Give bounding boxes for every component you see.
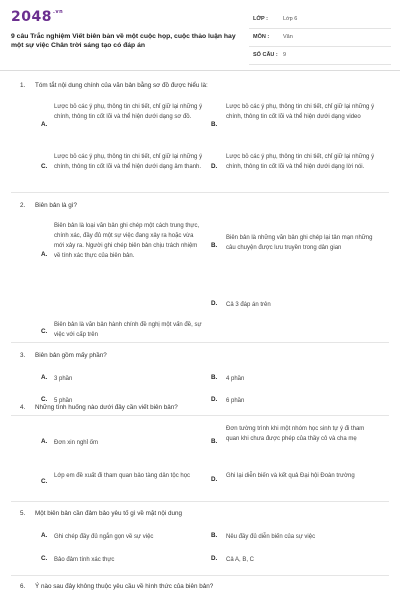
option-text[interactable]: Nêu đầy đủ diễn biến của sự việc bbox=[226, 534, 316, 540]
meta-label: LỚP : bbox=[253, 16, 268, 22]
question-text: 3. Biên bản gồm mấy phần? bbox=[20, 352, 107, 359]
question-divider bbox=[11, 415, 389, 416]
meta-row-subject bbox=[249, 29, 391, 47]
option-letter[interactable]: B. bbox=[211, 121, 218, 128]
meta-label: MÔN : bbox=[253, 34, 270, 40]
option-letter[interactable]: D. bbox=[211, 476, 218, 483]
option-letter[interactable]: C. bbox=[41, 328, 48, 335]
option-letter[interactable]: C. bbox=[41, 555, 48, 562]
option-text[interactable]: Biên bản là những văn bản ghi chép lại tản mạn những câu chuyện được lưu truyền trong dân gian bbox=[226, 235, 373, 251]
page-header bbox=[0, 0, 400, 63]
option-letter[interactable]: B. bbox=[211, 242, 218, 249]
option-text[interactable]: 6 phần bbox=[226, 398, 245, 404]
meta-row-count bbox=[249, 47, 391, 65]
question-text: 5. Một biên bản cần đảm bảo yêu tố gì về mặt nội dung bbox=[20, 510, 183, 517]
option-text[interactable]: Lược bỏ các ý phụ, thông tin chi tiết, chỉ giữ lại những ý chính, thông tin cốt lõi và thể hiện dưới dạng âm thanh. bbox=[54, 154, 203, 170]
option-text[interactable]: 5 phần bbox=[54, 398, 73, 404]
question-divider bbox=[11, 501, 389, 502]
option-text[interactable]: Đơn tường trình khi một nhóm học sinh tự ý đi tham quan khi chưa được phép của thầy cô và cha mẹ bbox=[226, 426, 365, 442]
option-text[interactable]: Cả A, B, C bbox=[226, 557, 255, 563]
page-title: 9 câu Trắc nghiệm Viết biên bản về một cuộc họp, cuộc thảo luận hay một sự việc Chân trời sáng tạo có đáp án bbox=[11, 33, 236, 49]
option-text[interactable]: Lược bỏ các ý phụ, thông tin chi tiết, chỉ giữ lại những ý chính, thông tin cốt lõi và thể hiện dưới dạng sơ đồ. bbox=[54, 104, 203, 120]
meta-row-class bbox=[249, 11, 391, 29]
option-text[interactable]: Ghi chép đầy đủ ngắn gọn về sự việc bbox=[54, 534, 154, 540]
question-divider bbox=[11, 575, 389, 576]
option-letter[interactable]: A. bbox=[41, 121, 48, 128]
option-letter[interactable]: A. bbox=[41, 532, 48, 539]
option-letter[interactable]: D. bbox=[211, 163, 218, 170]
option-text[interactable]: Đơn xin nghỉ ốm bbox=[54, 440, 98, 446]
site-logo[interactable]: $2048^{.vn}$ bbox=[11, 9, 64, 25]
question-text: 1. Tóm tắt nội dung chính của văn bản bằng sơ đồ được hiểu là: bbox=[20, 82, 208, 89]
option-letter[interactable]: A. bbox=[41, 251, 48, 258]
meta-value: 9 bbox=[283, 52, 287, 58]
option-text[interactable]: Lược bỏ các ý phụ, thông tin chi tiết, chỉ giữ lại những ý chính, thông tin cốt lõi và thể hiện dưới dạng video bbox=[226, 104, 375, 120]
option-letter[interactable]: D. bbox=[211, 396, 218, 403]
question-divider bbox=[11, 342, 389, 343]
option-letter[interactable]: B. bbox=[211, 374, 218, 381]
option-letter[interactable]: A. bbox=[41, 438, 48, 445]
option-letter[interactable]: C. bbox=[41, 396, 48, 403]
option-letter[interactable]: B. bbox=[211, 438, 218, 445]
option-letter[interactable]: B. bbox=[211, 532, 218, 539]
meta-value: Văn bbox=[283, 34, 293, 40]
question-divider bbox=[11, 192, 389, 193]
option-text[interactable]: 4 phần bbox=[226, 376, 245, 382]
option-letter[interactable]: A. bbox=[41, 374, 48, 381]
question-text: 4. Những tình huống nào dưới đây cần viết biên bản? bbox=[20, 404, 178, 411]
option-letter[interactable]: D. bbox=[211, 555, 218, 562]
option-text[interactable]: Ghi lại diễn biến và kết quả Đại hội Đoàn trường bbox=[226, 473, 355, 479]
meta-value: Lớp 6 bbox=[283, 16, 298, 22]
option-text[interactable]: Biên bản là loại văn bản ghi chép một cách trung thực, chính xác, đầy đủ một sự việc đang xảy ra hoặc vừa mới xảy ra. Người ghi chép biên bản chịu trách nhiệm về tính xác thực của biên bản. bbox=[54, 223, 200, 259]
meta-info-table bbox=[249, 11, 391, 65]
option-letter[interactable]: C. bbox=[41, 163, 48, 170]
question-text: 6. Ý nào sau đây không thuộc yêu cầu về hình thức của biên bản? bbox=[20, 583, 214, 590]
meta-label: SỐ CÂU : bbox=[253, 52, 278, 58]
option-text[interactable]: Biên bản là văn bản hành chính đề nghị một vấn đề, sự việc với cấp trên bbox=[54, 322, 202, 338]
option-text[interactable]: Cả 3 đáp án trên bbox=[226, 302, 271, 308]
option-text[interactable]: Lược bỏ các ý phụ, thông tin chi tiết, chỉ giữ lại những ý chính, thông tin cốt lõi và thể hiện dưới dạng lời nói. bbox=[226, 154, 375, 170]
option-text[interactable]: 3 phần bbox=[54, 376, 73, 382]
option-text[interactable]: Bảo đảm tính xác thực bbox=[54, 557, 115, 563]
option-text[interactable]: Lớp em đề xuất đi tham quan bảo tàng dân tộc học bbox=[54, 473, 191, 479]
question-text: 2. Biên bản là gì? bbox=[20, 202, 78, 209]
option-letter[interactable]: C. bbox=[41, 478, 48, 485]
header-divider bbox=[0, 70, 400, 71]
option-letter[interactable]: D. bbox=[211, 300, 218, 307]
